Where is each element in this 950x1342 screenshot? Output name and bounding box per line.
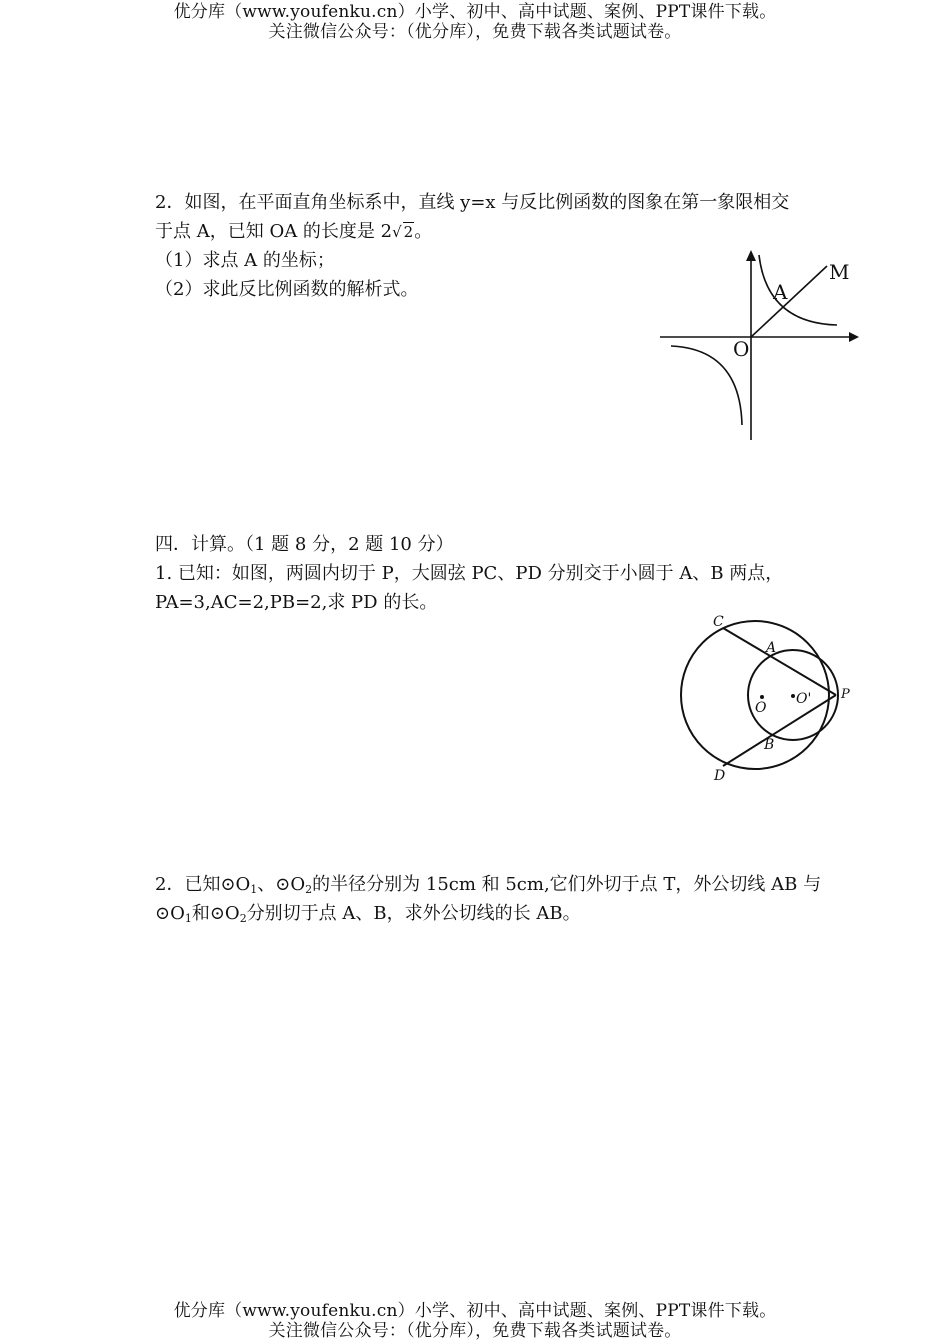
problem-2-text-c: 的半径分别为 15cm 和 5cm,它们外切于点 T，外公切线 AB 与 <box>312 874 822 895</box>
label-O: O <box>733 337 750 361</box>
problem-2-text-e: 和⊙O <box>191 903 240 924</box>
question-2-line-2 <box>155 217 432 247</box>
question-2-line-2-text: 于点 A，已知 OA 的长度是 2 <box>155 221 393 242</box>
center-O-point <box>760 695 764 699</box>
problem-1-line-2: PA=3,AC=2,PB=2,求 PD 的长。 <box>155 592 438 613</box>
section-4-heading: 四．计算。（1 题 8 分，2 题 10 分） <box>155 534 454 555</box>
chord-PC <box>723 628 836 695</box>
hyperbola-branch-2 <box>671 346 742 425</box>
label-A: A <box>766 640 777 656</box>
x-axis-arrow <box>849 332 859 342</box>
label-O-prime: O' <box>796 691 812 707</box>
figure-tangent-circles <box>675 608 875 793</box>
label-O: O <box>755 700 767 716</box>
question-2-sub-2: （2）求此反比例函数的解析式。 <box>155 279 419 300</box>
problem-1-line-1: 1. 已知：如图，两圆内切于 P，大圆弦 PC、PD 分别交于小圆于 A、B 两点， <box>155 563 784 584</box>
center-O2-point <box>791 694 795 698</box>
question-2-line-2-end: 。 <box>414 221 433 242</box>
label-C: C <box>713 614 724 630</box>
question-2-sub-1: （1）求点 A 的坐标； <box>155 250 335 271</box>
label-A: A <box>773 280 788 304</box>
label-M: M <box>829 260 850 284</box>
sqrt-2: √ 2 <box>392 223 414 241</box>
problem-2-text-f: 分别切于点 A、B，求外公切线的长 AB。 <box>246 903 581 924</box>
page-footer-line-2: 关注微信公众号：（优分库），免费下载各类试题试卷。 <box>268 1321 682 1341</box>
subscript-1: 1 <box>250 883 258 896</box>
sqrt-radicand: 2 <box>403 223 414 241</box>
label-B: B <box>764 737 775 753</box>
problem-2-text-d: ⊙O <box>155 903 185 924</box>
label-D: D <box>714 768 726 784</box>
label-P: P <box>841 687 850 702</box>
subscript-2: 2 <box>239 912 247 925</box>
y-axis-arrow <box>746 250 756 261</box>
question-2-line-1: 2．如图，在平面直角坐标系中，直线 y=x 与反比例函数的图象在第一象限相交 <box>155 192 790 213</box>
hyperbola-branch-1 <box>759 255 837 325</box>
subscript-1: 1 <box>184 912 192 925</box>
page-footer-line-1: 优分库（www.youfenku.cn）小学、初中、高中试题、案例、PPT课件下载。 <box>173 1301 777 1321</box>
subscript-2: 2 <box>305 883 313 896</box>
problem-2-line-2 <box>155 899 581 933</box>
problem-2-text-a: 2．已知⊙O <box>155 874 251 895</box>
page-header-line-2: 关注微信公众号：（优分库），免费下载各类试题试卷。 <box>268 22 682 42</box>
page-header-line-1: 优分库（www.youfenku.cn）小学、初中、高中试题、案例、PPT课件下载。 <box>173 2 777 22</box>
figure-coordinate-hyperbola <box>655 245 865 445</box>
problem-2-text-b: 、⊙O <box>257 874 306 895</box>
line-y-equals-x <box>751 266 827 337</box>
